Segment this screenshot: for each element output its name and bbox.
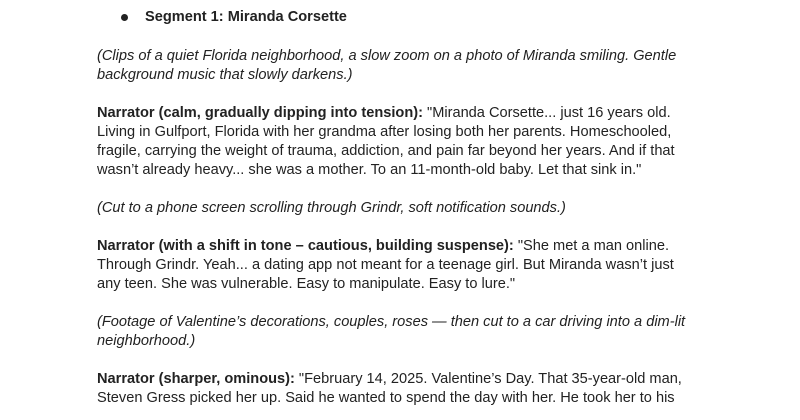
segment-bullet	[97, 8, 697, 27]
document-body	[97, 8, 697, 420]
narrator-speaker-2: Narrator (with a shift in tone – cautious, building suspense):	[97, 238, 514, 254]
narrator-speaker-1: Narrator (calm, gradually dipping into tension):	[97, 105, 423, 121]
narrator-paragraph-2	[97, 237, 697, 294]
narrator-paragraph-1	[97, 104, 697, 180]
stage-direction-2: (Cut to a phone screen scrolling through Grindr, soft notification sounds.)	[97, 200, 566, 216]
bullet-dot-icon	[121, 14, 128, 21]
segment-heading: Segment 1: Miranda Corsette	[145, 9, 347, 25]
stage-direction-1: (Clips of a quiet Florida neighborhood, a slow zoom on a photo of Miranda smiling. Gentle background music that slowly darkens.)	[97, 48, 677, 83]
narrator-text-3: "February 14, 2025. Valentine’s Day. That 35-year-old man, Steven Gress picked her up. Said he wanted to spend the day with her. He took her to his	[97, 371, 682, 406]
stage-direction-3: (Footage of Valentine’s decorations, couples, roses — then cut to a car driving into a dim-lit neighborhood.)	[97, 314, 686, 349]
narrator-text-2: "She met a man online. Through Grindr. Yeah... a dating app not meant for a teenage girl. But Miranda wasn’t just any teen. She was vulnerable. Easy to manipulate. Easy to lure."	[97, 238, 674, 292]
narrator-text-1: "Miranda Corsette... just 16 years old. Living in Gulfport, Florida with her grandma after losing both her parents. Homeschooled, fragile, carrying the weight of trauma, addiction, and pain far beyond her years. And if that wasn’t already heavy... she was a mother. To an 11-month-old baby. Let that sink in."	[97, 105, 675, 178]
narrator-paragraph-3	[97, 370, 697, 408]
narrator-speaker-3: Narrator (sharper, ominous):	[97, 371, 295, 387]
